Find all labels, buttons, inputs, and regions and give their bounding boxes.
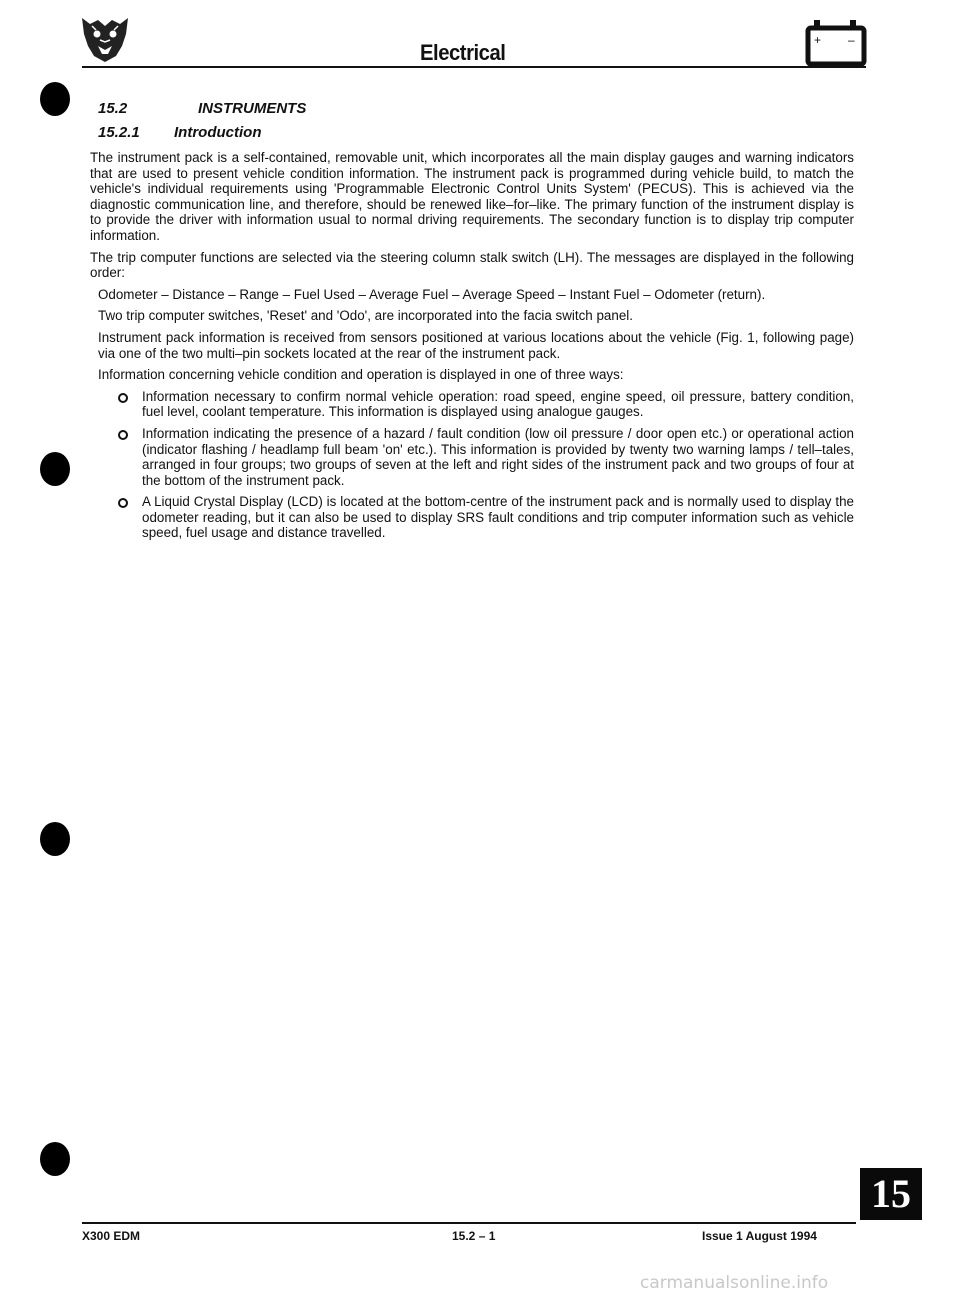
footer-issue-date: Issue 1 August 1994	[702, 1229, 817, 1243]
list-item-text: A Liquid Crystal Display (LCD) is located at the bottom-centre of the instrument pack and is normally used to display the odometer reading, but it can also be used to display SRS fault conditions and trip computer information such as vehicle speed, fuel usage and distance travelled.	[142, 494, 854, 541]
binder-hole-icon	[40, 452, 70, 486]
section-heading	[98, 100, 306, 117]
bullet-icon	[118, 393, 128, 403]
paragraph: The instrument pack is a self-contained, removable unit, which incorporates all the main display gauges and warning indicators that are used to present vehicle condition information. The instrument pack is programmed during vehicle build, to match the vehicle's individual requirements using 'Programmable Electronic Control Units System' (PECUS). This is achieved via the diagnostic communication line, and therefore, should be renewed like–for–like. The primary function of the instrument display is to provide the driver with information usual to normal driving requirements. The secondary function is to display trip computer information.	[90, 150, 854, 243]
footer-document-code: X300 EDM	[82, 1229, 141, 1243]
subsection-title: Introduction	[174, 124, 262, 141]
footer-page-number: 15.2 – 1	[452, 1229, 496, 1243]
paragraph: Odometer – Distance – Range – Fuel Used – Average Fuel – Average Speed – Instant Fuel – Odometer (return).	[98, 286, 766, 302]
watermark: carmanualsonline.info	[640, 1273, 829, 1293]
chapter-tab: 15	[860, 1168, 922, 1220]
binder-hole-icon	[40, 822, 70, 856]
section-number: 15.2	[98, 100, 128, 117]
bullet-list	[90, 389, 854, 541]
list-item-text: Information necessary to confirm normal vehicle operation: road speed, engine speed, oil pressure, battery condition, fuel level, coolant temperature. This information is displayed using analogue gauges.	[142, 388, 854, 420]
section-title: INSTRUMENTS	[198, 100, 307, 117]
binder-hole-icon	[40, 82, 70, 116]
list-item	[90, 426, 854, 488]
paragraph: Information concerning vehicle condition and operation is displayed in one of three ways:	[98, 367, 624, 383]
list-item-text: Information indicating the presence of a hazard / fault condition (low oil pressure / door open etc.) or operational action (indicator flashing / headlamp full beam 'on' etc.). This information is provided by twenty two warning lamps / tell–tales, arranged in four groups; two groups of seven at the left and right sides of the instrument pack and two groups of four at the bottom of the instrument pack.	[142, 425, 854, 488]
page-header-title: Electrical	[420, 40, 506, 65]
body-text	[90, 150, 854, 547]
jaguar-logo-icon	[78, 14, 132, 66]
list-item	[90, 389, 854, 420]
bullet-icon	[118, 430, 128, 440]
paragraph: The trip computer functions are selected via the steering column stalk switch (LH). The messages are displayed in the following order:	[90, 249, 854, 281]
battery-plus-label: +	[814, 33, 822, 47]
footer-rule	[82, 1222, 856, 1224]
bullet-icon	[118, 498, 128, 508]
subsection-number: 15.2.1	[98, 124, 140, 141]
paragraph: Instrument pack information is received from sensors positioned at various locations about the vehicle (Fig. 1, following page) via one of the two multi–pin sockets located at the rear of the instrument pack.	[98, 329, 854, 361]
list-item	[90, 494, 854, 541]
header-rule	[82, 66, 866, 68]
battery-minus-label: –	[848, 33, 855, 47]
binder-hole-icon	[40, 1142, 70, 1176]
battery-icon	[804, 18, 868, 68]
paragraph: Two trip computer switches, 'Reset' and 'Odo', are incorporated into the facia switch panel.	[98, 308, 633, 324]
subsection-heading	[98, 124, 261, 141]
